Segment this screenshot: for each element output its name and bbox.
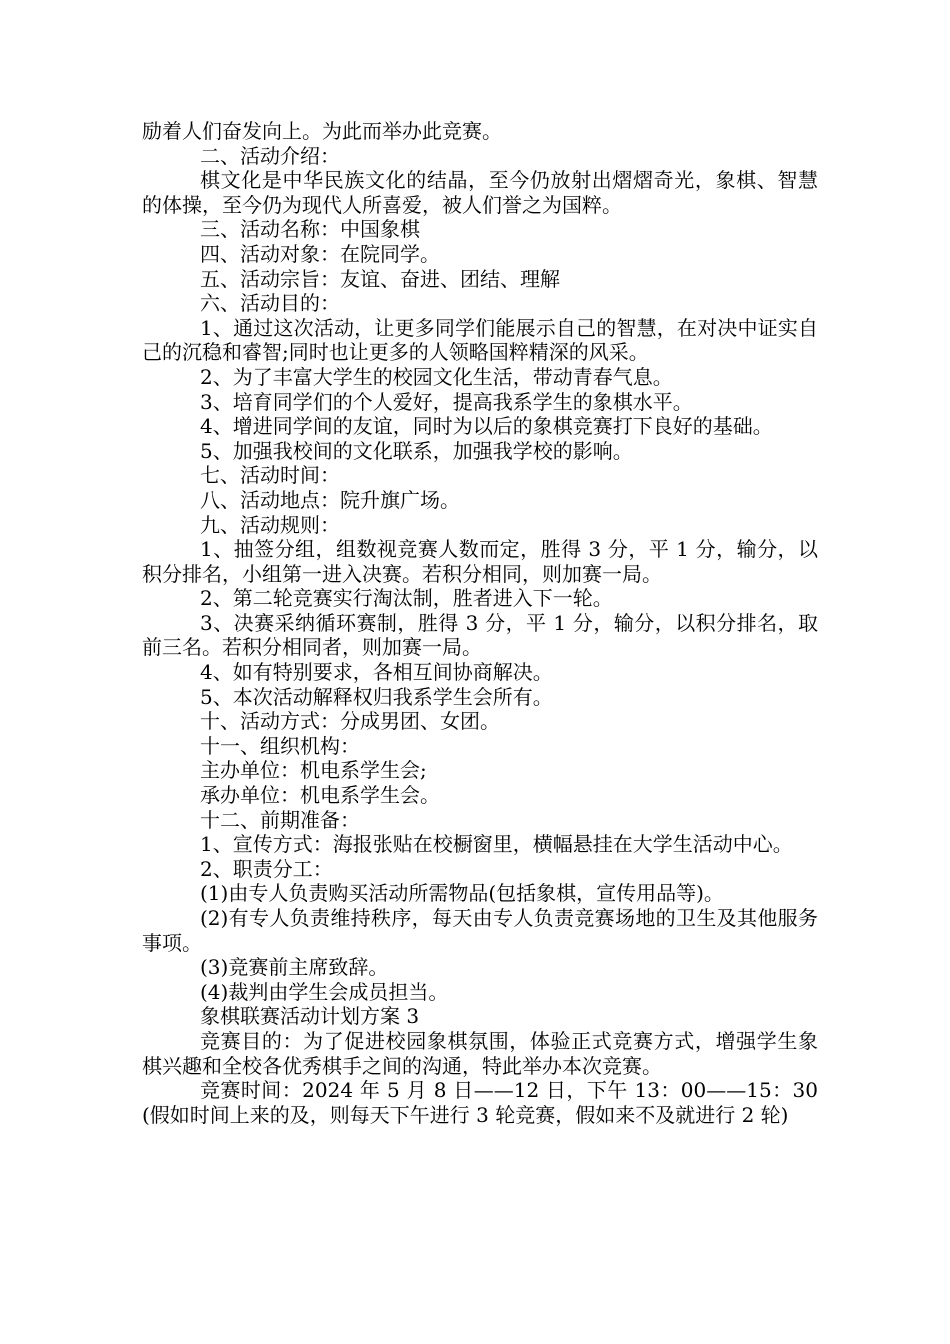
list-item-27: 2、职责分工：: [200, 856, 333, 881]
section-heading-22: 十一、组织机构：: [200, 733, 360, 758]
document-body: [142, 119, 818, 1127]
list-item-20: 5、本次活动解释权归我系学生会所有。: [200, 684, 553, 709]
paragraph-1: 励着人们奋发向上。为此而举办此竞赛。: [142, 119, 502, 143]
list-item-9: 2、为了丰富大学生的校园文化生活，带动青春气息。: [200, 364, 673, 389]
list-item-17: 2、第二轮竞赛实行淘汰制，胜者进入下一轮。: [200, 586, 613, 611]
section-heading-21: 十、活动方式：分成男团、女团。: [200, 709, 500, 734]
paragraph-24: 承办单位：机电系学生会。: [200, 783, 440, 808]
paragraph-23: 主办单位：机电系学生会;: [200, 758, 427, 783]
list-item-26: 1、宣传方式：海报张贴在校橱窗里，横幅悬挂在大学生活动中心。: [200, 832, 793, 857]
list-item-10: 3、培育同学们的个人爱好，提高我系学生的象棋水平。: [200, 389, 693, 414]
list-item-28: (1)由专人负责购买活动所需物品(包括象棋，宣传用品等)。: [200, 881, 724, 906]
list-item-30: (3)竞赛前主席致辞。: [200, 955, 389, 980]
section-heading-15: 九、活动规则：: [200, 512, 340, 537]
paragraph-33: 竞赛目的：为了促进校园象棋氛围，体验正式竞赛方式，增强学生象棋兴趣和全校各优秀棋手之间的沟通，特此举办本次竞赛。: [142, 1028, 818, 1078]
list-item-8: 1、通过这次活动，让更多同学们能展示自己的智慧，在对决中证实自己的沉稳和睿智;同时也让更多的人领略国粹精深的风采。: [142, 315, 818, 365]
plan-title: 象棋联赛活动计划方案 3: [200, 1004, 420, 1029]
section-heading-13: 七、活动时间：: [200, 463, 340, 488]
section-heading-6: 五、活动宗旨：友谊、奋进、团结、理解: [200, 266, 560, 291]
section-heading-14: 八、活动地点：院升旗广场。: [200, 487, 460, 512]
paragraph-3: 棋文化是中华民族文化的结晶，至今仍放射出熠熠奇光，象棋、智慧的体操，至今仍为现代人所喜爱，被人们誉之为国粹。: [142, 168, 818, 217]
list-item-12: 5、加强我校间的文化联系，加强我学校的影响。: [200, 438, 633, 463]
list-item-31: (4)裁判由学生会成员担当。: [200, 979, 449, 1004]
section-heading-7: 六、活动目的：: [200, 291, 340, 316]
list-item-18: 3、决赛采纳循环赛制，胜得 3 分，平 1 分，输分，以积分排名，取前三名。若积分相同者，则加赛一局。: [142, 610, 818, 660]
list-item-19: 4、如有特别要求，各相互间协商解决。: [200, 660, 553, 685]
section-heading-25: 十二、前期准备：: [200, 807, 360, 832]
paragraph-34: 竞赛时间：2024 年 5 月 8 日——12 日，下午 13：00——15：30(假如时间上来的及，则每天下午进行 3 轮竞赛，假如来不及就进行 2 轮): [142, 1078, 818, 1127]
section-heading-5: 四、活动对象：在院同学。: [200, 241, 440, 266]
section-heading-2: 二、活动介绍：: [200, 143, 340, 168]
section-heading-4: 三、活动名称：中国象棋: [200, 217, 420, 242]
list-item-16: 1、抽签分组，组数视竞赛人数而定，胜得 3 分，平 1 分，输分，以积分排名，小组第一进入决赛。若积分相同，则加赛一局。: [142, 537, 818, 586]
list-item-11: 4、增进同学间的友谊，同时为以后的象棋竞赛打下良好的基础。: [200, 414, 773, 439]
list-item-29: (2)有专人负责维持秩序，每天由专人负责竞赛场地的卫生及其他服务事项。: [142, 906, 818, 955]
